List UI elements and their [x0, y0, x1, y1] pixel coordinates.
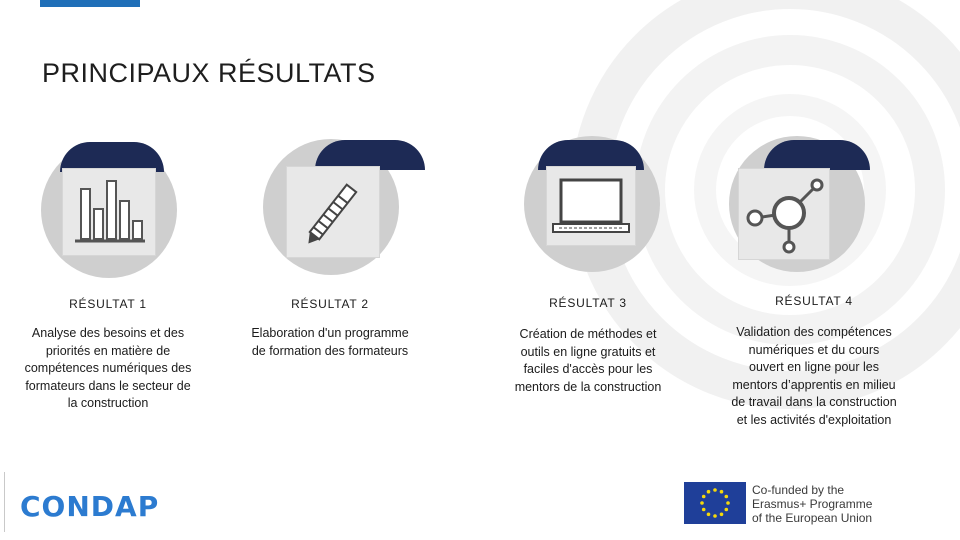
result-card-2	[230, 0, 430, 440]
result-description: Analyse des besoins et des priorités en matière de compétences numériques des formateurs dans le secteur de la construction	[24, 326, 192, 410]
result-label: RÉSULTAT 3	[549, 296, 627, 310]
result-label: RÉSULTAT 4	[775, 294, 853, 308]
divider	[4, 472, 5, 532]
result-card-1	[8, 0, 208, 440]
result-description: Création de méthodes et outils en ligne gratuits et faciles d'accès pour les mentors de la construction	[514, 327, 662, 394]
result-description: Validation des compétences numériques et du cours ouvert en ligne pour les mentors d’apprentis en milieu de travail dans la construction et les activités d'exploitation	[731, 325, 897, 427]
result-label: RÉSULTAT 1	[69, 297, 147, 311]
bar-chart-icon	[62, 168, 156, 256]
eu-cofunded-text: Co-funded by the Erasmus+ Programme of the European Union	[752, 483, 873, 525]
page-title: PRINCIPAUX RÉSULTATS	[42, 58, 376, 88]
result-card-4	[714, 0, 914, 440]
pencil-icon	[286, 166, 380, 258]
condap-logo: CONDAP	[20, 490, 160, 523]
network-icon	[738, 168, 830, 260]
laptop-icon	[546, 166, 636, 246]
result-description: Elaboration d'un programme de formation des formateurs	[251, 326, 409, 358]
eu-flag	[684, 482, 746, 524]
result-card-3	[488, 0, 688, 440]
circle-cap	[764, 140, 870, 170]
result-label: RÉSULTAT 2	[291, 297, 369, 311]
eu-stars-icon	[684, 482, 746, 524]
